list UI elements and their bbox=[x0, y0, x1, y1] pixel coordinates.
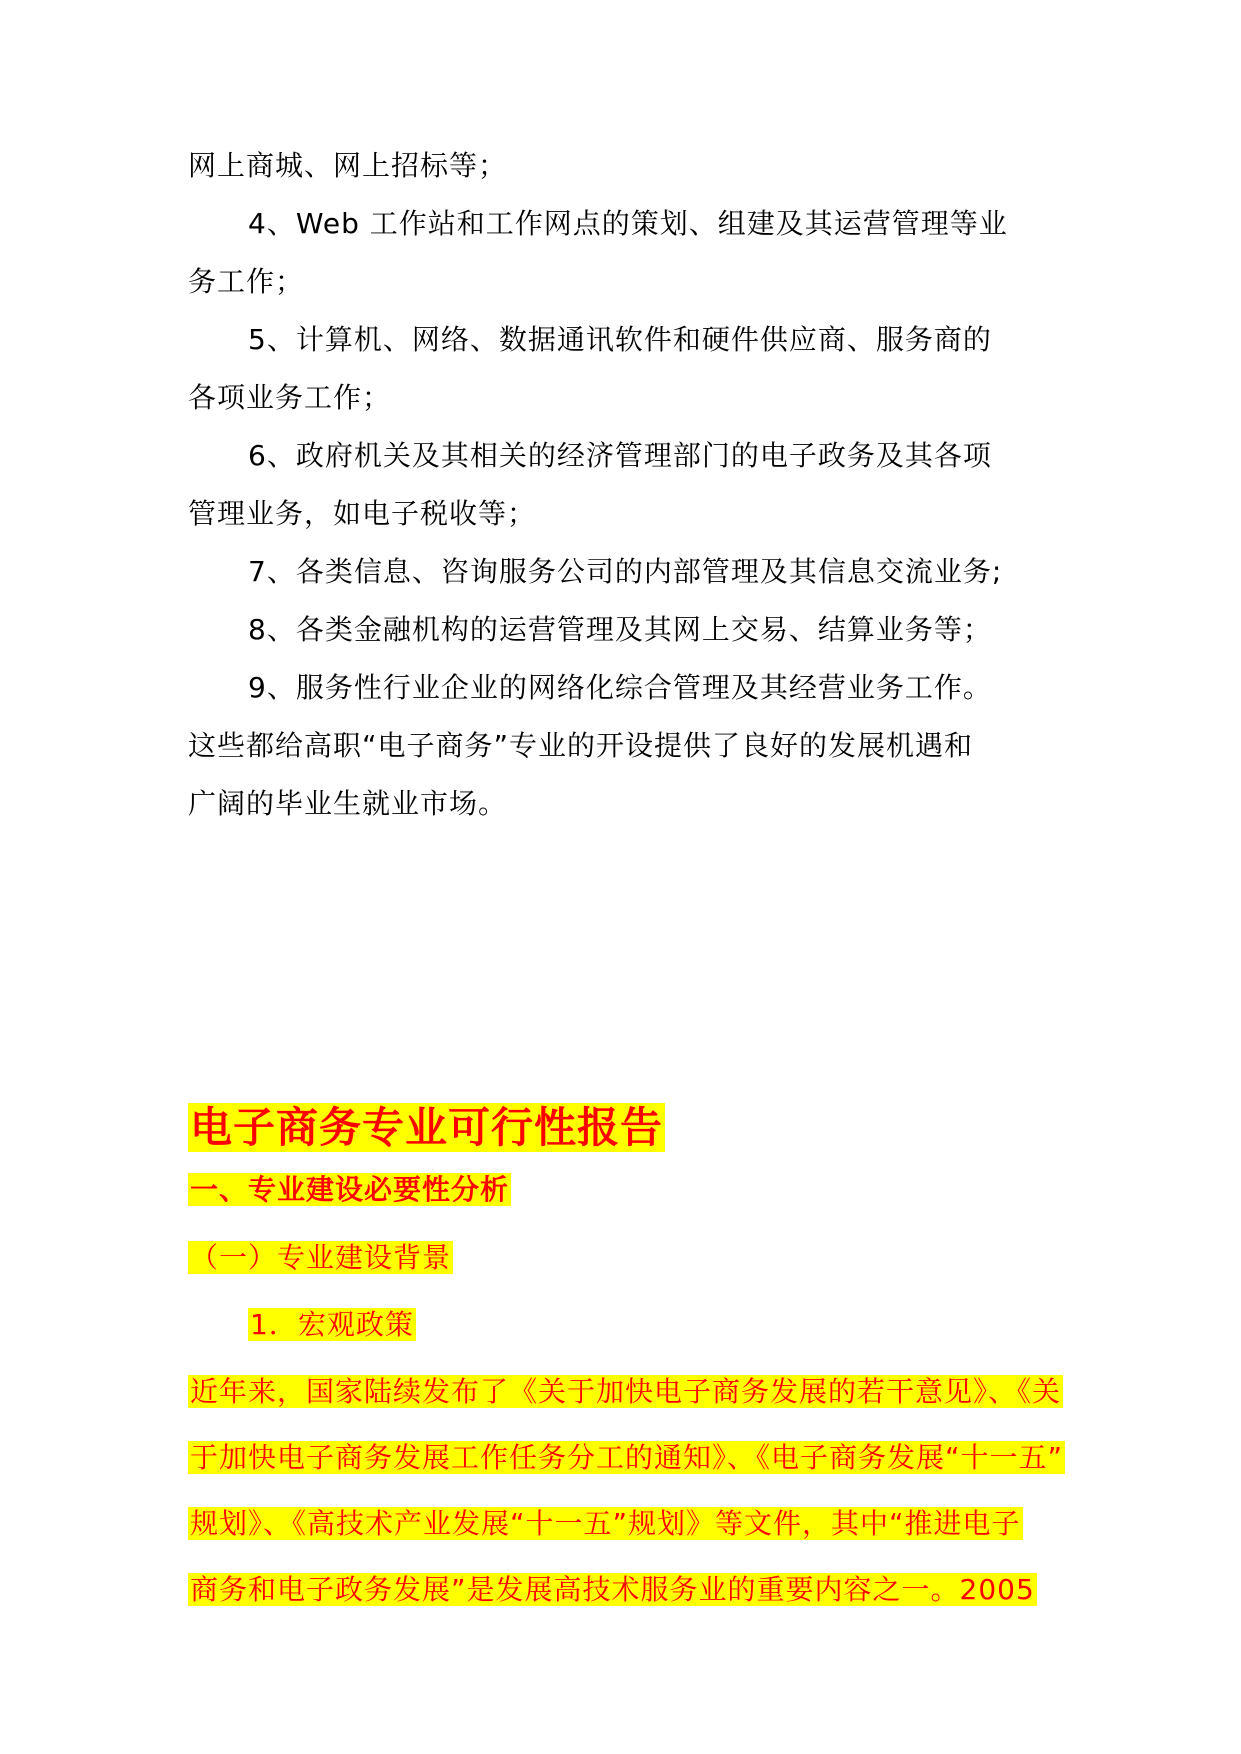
report-paragraph-line bbox=[188, 1438, 1065, 1478]
report-paragraph-line bbox=[188, 1570, 1037, 1610]
body-line: 广阔的毕业生就业市场。 bbox=[188, 787, 508, 820]
section-heading-line bbox=[188, 1170, 511, 1210]
subsection-heading-line bbox=[188, 1238, 453, 1278]
report-paragraph-text: 近年来，国家陆续发布了《关于加快电子商务发展的若干意见》、《关 bbox=[190, 1375, 1062, 1408]
body-line: 6、政府机关及其相关的经济管理部门的电子政务及其各项 bbox=[248, 439, 992, 472]
item-heading: 1．宏观政策 bbox=[250, 1308, 414, 1341]
report-paragraph-line bbox=[188, 1504, 1023, 1544]
report-paragraph-line bbox=[188, 1372, 1063, 1412]
body-line: 网上商城、网上招标等； bbox=[188, 149, 508, 182]
body-line: 4、Web 工作站和工作网点的策划、组建及其运营管理等业 bbox=[248, 207, 1008, 240]
body-line: 务工作； bbox=[188, 265, 305, 298]
item-heading-line bbox=[248, 1305, 416, 1345]
section-heading: 一、专业建设必要性分析 bbox=[190, 1173, 510, 1206]
body-line: 各项业务工作； bbox=[188, 381, 392, 414]
report-paragraph-text: 规划》、《高技术产业发展“十一五”规划》等文件，其中“推进电子 bbox=[190, 1507, 1021, 1540]
body-line: 7、各类信息、咨询服务公司的内部管理及其信息交流业务; bbox=[248, 555, 1003, 588]
subsection-heading: （一）专业建设背景 bbox=[190, 1241, 452, 1274]
report-paragraph-text: 商务和电子政务发展”是发展高技术服务业的重要内容之一。2005 bbox=[190, 1573, 1035, 1606]
report-title-line bbox=[188, 1098, 665, 1158]
body-line: 8、各类金融机构的运营管理及其网上交易、结算业务等； bbox=[248, 613, 992, 646]
body-line: 这些都给高职“电子商务”专业的开设提供了良好的发展机遇和 bbox=[188, 729, 974, 762]
report-paragraph-text: 于加快电子商务发展工作任务分工的通知》、《电子商务发展“十一五” bbox=[190, 1441, 1064, 1474]
body-line: 管理业务，如电子税收等； bbox=[188, 497, 537, 530]
body-line: 5、计算机、网络、数据通讯软件和硬件供应商、服务商的 bbox=[248, 323, 992, 356]
body-line: 9、服务性行业企业的网络化综合管理及其经营业务工作。 bbox=[248, 671, 992, 704]
report-title: 电子商务专业可行性报告 bbox=[190, 1103, 664, 1152]
